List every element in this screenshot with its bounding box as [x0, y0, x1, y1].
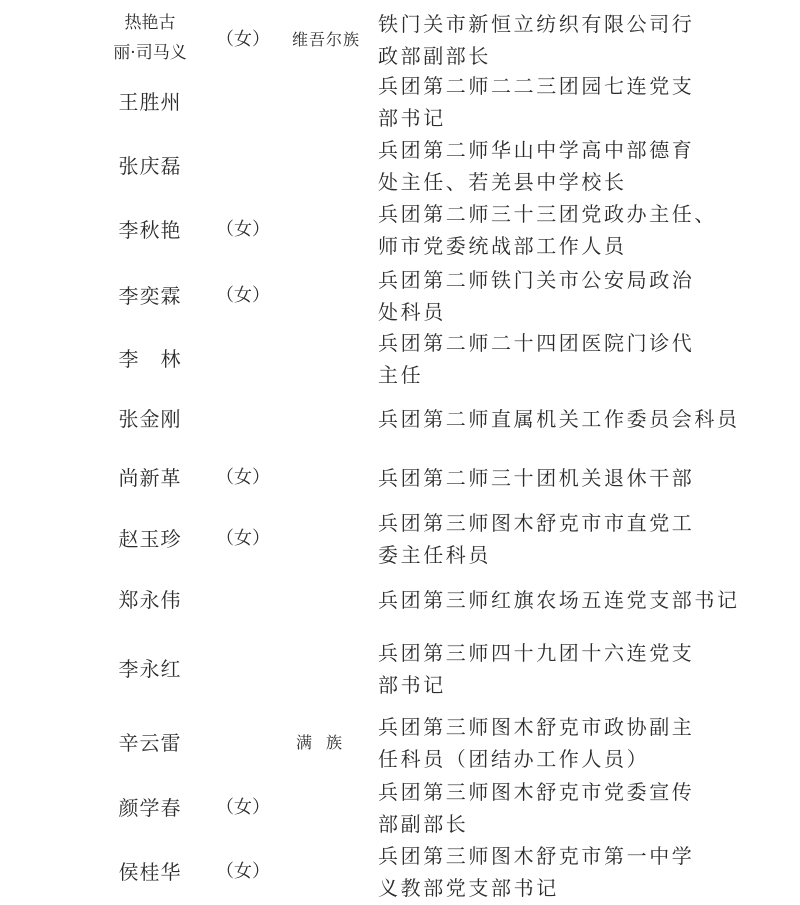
person-name: 张金刚 [118, 407, 182, 431]
job-title [378, 403, 740, 435]
job-title-line: 政部副部长 [378, 44, 491, 68]
job-title [378, 70, 708, 134]
person-name: 辛云雷 [118, 731, 182, 755]
job-title-line: 处科员 [378, 300, 446, 324]
gender-label: （女） [216, 467, 270, 488]
person-name: 赵玉珍 [118, 527, 182, 551]
job-title [378, 840, 708, 904]
gender-label: （女） [216, 528, 270, 549]
person-name: 李永红 [118, 657, 182, 681]
job-title-line: 兵团第二师铁门关市公安局政治 [378, 268, 695, 292]
job-title-line: 委主任科员 [378, 543, 491, 567]
job-title [378, 711, 708, 775]
gender-label: （女） [216, 285, 270, 306]
job-title-line: 处主任、若羌县中学校长 [378, 170, 627, 194]
person-name: 王胜州 [118, 90, 182, 114]
person-name [90, 8, 210, 68]
job-title-line: 兵团第三师图木舒克市第一中学 [378, 844, 695, 868]
job-title-line: 兵团第三师图木舒克市政协副主 [378, 715, 695, 739]
job-title-line: 兵团第二师三十团机关退休干部 [378, 466, 695, 490]
person-name: 尚新革 [118, 466, 182, 490]
job-title [378, 637, 708, 701]
list-item [0, 584, 800, 616]
list-item [0, 711, 800, 775]
list-item [0, 8, 800, 72]
job-title-line: 主任 [378, 363, 424, 387]
person-name-line: 热艳古 [124, 13, 176, 33]
job-title-line: 部书记 [378, 106, 446, 130]
job-title [378, 8, 708, 72]
person-name: 侯桂华 [118, 860, 182, 884]
job-title-line: 任科员（团结办工作人员） [378, 747, 650, 771]
job-title-line: 兵团第二师三十三团党政办主任、 [378, 202, 717, 226]
job-title-line: 铁门关市新恒立纺织有限公司行 [378, 12, 695, 36]
person-name: 郑永伟 [118, 588, 182, 612]
job-title-line: 兵团第三师图木舒克市市直党工 [378, 511, 695, 535]
job-title [378, 507, 708, 571]
job-title [378, 264, 708, 328]
list-item [0, 776, 800, 840]
list-item [0, 403, 800, 435]
person-name: 李 林 [118, 347, 182, 371]
list-item [0, 70, 800, 134]
gender-label: （女） [216, 219, 270, 240]
person-name: 张庆磊 [118, 154, 182, 178]
job-title-line: 兵团第三师四十九团十六连党支 [378, 641, 695, 665]
list-item [0, 462, 800, 494]
gender-label: （女） [216, 797, 270, 818]
gender-label: （女） [216, 861, 270, 882]
job-title [378, 327, 708, 391]
ethnicity-label: 满族 [295, 733, 356, 752]
job-title-line: 兵团第二师华山中学高中部德育 [378, 138, 695, 162]
list-item [0, 507, 800, 571]
list-item [0, 327, 800, 391]
job-title-line: 义教部党支部书记 [378, 876, 559, 900]
job-title-line: 兵团第三师红旗农场五连党支部书记 [378, 588, 740, 612]
job-title [378, 776, 708, 840]
list-item [0, 637, 800, 701]
job-title [378, 462, 708, 494]
list-item [0, 840, 800, 904]
job-title-line: 兵团第二师二二三团园七连党支 [378, 74, 695, 98]
job-title [378, 198, 717, 262]
job-title-line: 师市党委统战部工作人员 [378, 234, 627, 258]
person-name: 颜学春 [118, 796, 182, 820]
job-title [378, 134, 708, 198]
list-item [0, 264, 800, 328]
job-title-line: 兵团第三师图木舒克市党委宣传 [378, 780, 695, 804]
job-title-line: 兵团第二师二十四团医院门诊代 [378, 331, 695, 355]
person-name-line: 丽·司马义 [113, 43, 187, 63]
gender-label: （女） [216, 29, 270, 50]
list-item [0, 198, 800, 262]
list-item [0, 134, 800, 198]
ethnicity-label: 维吾尔族 [291, 30, 360, 49]
job-title-line: 部副部长 [378, 812, 469, 836]
job-title [378, 584, 740, 616]
person-name: 李奕霖 [118, 284, 182, 308]
job-title-line: 兵团第二师直属机关工作委员会科员 [378, 407, 740, 431]
person-name: 李秋艳 [118, 218, 182, 242]
job-title-line: 部书记 [378, 673, 446, 697]
